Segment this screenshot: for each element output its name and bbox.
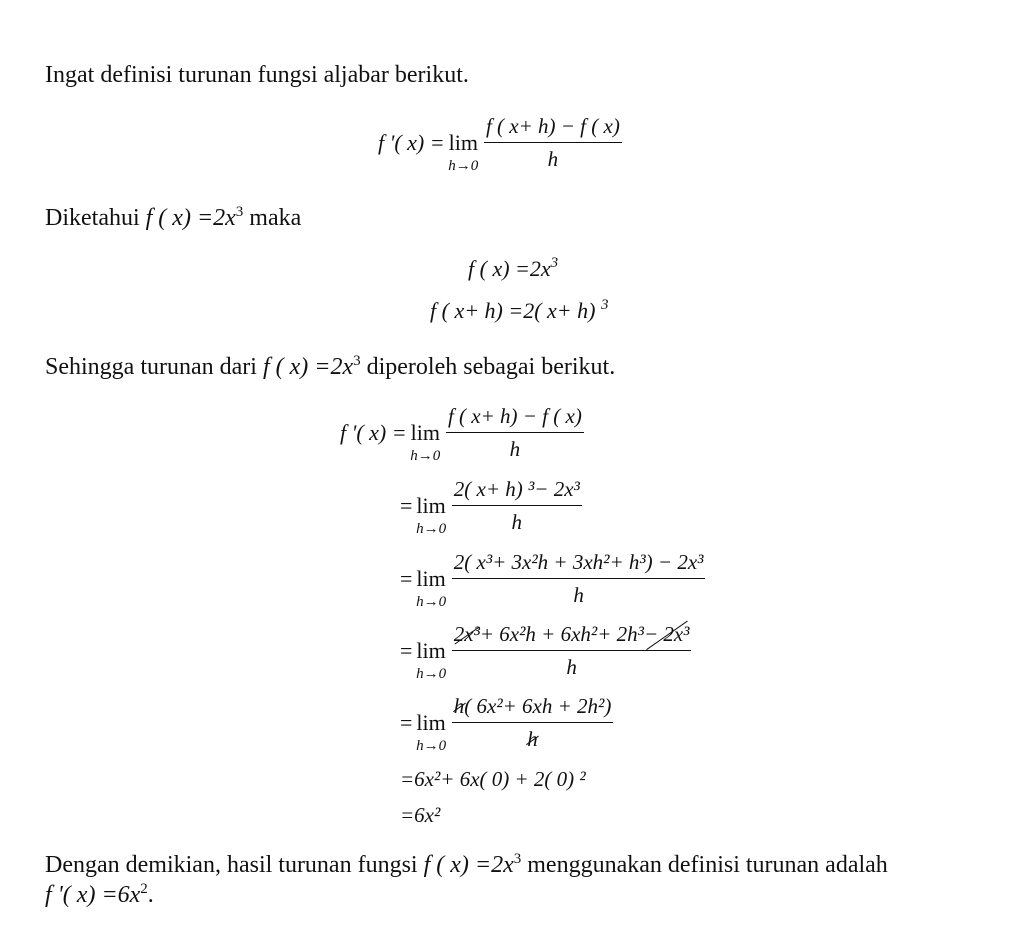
- conclusion-result: f '( x) =6x: [45, 882, 141, 908]
- step-5-fraction: [452, 694, 614, 752]
- known-function: f ( x) =2x: [145, 205, 236, 231]
- step-2-equals: =: [400, 493, 413, 518]
- limit-word: lim: [448, 130, 478, 155]
- hence-suffix: diperoleh sebagai berikut.: [366, 354, 616, 380]
- limit-operator: [410, 420, 441, 464]
- step-1-fraction: [446, 404, 584, 462]
- definition-lhs: f '( x) =: [378, 130, 445, 155]
- limit-operator: [416, 638, 447, 682]
- fx-line-2-text: f ( x+ h) =2( x+ h): [430, 298, 596, 323]
- conclusion-exponent: 3: [513, 851, 522, 867]
- step-3-denominator: h: [573, 583, 584, 607]
- hence-text: [45, 352, 615, 382]
- step-3: [400, 550, 705, 608]
- limit-operator: [416, 493, 447, 537]
- step-5: [400, 694, 613, 752]
- limit-word: lim: [410, 420, 440, 445]
- limit-word: lim: [416, 710, 446, 735]
- intro-text: Ingat definisi turunan fungsi aljabar berikut.: [45, 62, 469, 88]
- limit-operator: [416, 710, 447, 754]
- step-2-fraction: [452, 477, 582, 535]
- step-3-equals: =: [400, 566, 413, 591]
- step-5-numerator: [452, 694, 614, 723]
- limit-subscript: h→0: [416, 738, 447, 754]
- definition-denominator: h: [547, 147, 559, 171]
- limit-subscript: h→0: [416, 521, 447, 537]
- limit-operator: [448, 130, 479, 174]
- conclusion-suffix: menggunakan definisi turunan adalah: [527, 852, 888, 878]
- limit-subscript: h→0: [448, 158, 479, 174]
- step-6: =6x²+ 6x( 0) + 2( 0) ²: [400, 767, 586, 791]
- hence-exponent: 3: [353, 353, 361, 369]
- step-4-denominator: h: [566, 655, 577, 679]
- step-5-bracket: ( 6x²+ 6xh + 2h²): [464, 694, 612, 718]
- conclusion-function: f ( x) =2x: [423, 852, 514, 878]
- definition-numerator: f ( x+ h) − f ( x): [484, 114, 622, 143]
- step-4: [400, 622, 691, 680]
- step-1-numerator: f ( x+ h) − f ( x): [446, 404, 584, 433]
- step-4-middle-terms: + 6x²h + 6xh²+ 2h³: [479, 622, 644, 646]
- definition-formula: [378, 114, 622, 172]
- step-2-numerator: 2( x+ h) ³− 2x³: [452, 477, 582, 506]
- fx-line-2: [430, 298, 608, 324]
- known-prefix: Diketahui: [45, 205, 140, 231]
- conclusion-line-2: [45, 880, 154, 910]
- known-exponent: 3: [235, 204, 244, 220]
- step-5-equals: =: [400, 710, 413, 735]
- conclusion-prefix: Dengan demikian, hasil turunan fungsi: [45, 852, 418, 878]
- cancelled-term: 2x³: [453, 622, 480, 646]
- conclusion-period: .: [147, 882, 154, 908]
- known-suffix: maka: [249, 205, 302, 231]
- limit-word: lim: [416, 638, 446, 663]
- step-4-numerator: [452, 622, 692, 651]
- limit-word: lim: [416, 566, 446, 591]
- hence-prefix: Sehingga turunan dari: [45, 354, 257, 380]
- step-1-denominator: h: [509, 437, 521, 461]
- fx-line-1-text: f ( x) =2x: [468, 256, 551, 281]
- fx-line-1-exponent: 3: [550, 255, 559, 271]
- fx-line-1: [468, 256, 558, 282]
- step-1: [340, 404, 584, 462]
- hence-function: f ( x) =2x: [262, 354, 354, 380]
- step-4-fraction: [452, 622, 692, 680]
- cancelled-h: h: [527, 727, 538, 751]
- cancelled-h: h: [453, 694, 465, 718]
- limit-subscript: h→0: [416, 666, 447, 682]
- conclusion-result-exponent: 2: [140, 881, 148, 897]
- cancelled-term: − 2x³: [643, 622, 690, 646]
- limit-subscript: h→0: [410, 448, 441, 464]
- step-3-numerator: 2( x³+ 3x²h + 3xh²+ h³) − 2x³: [452, 550, 706, 579]
- known-text: [45, 203, 301, 233]
- step-3-fraction: [452, 550, 706, 608]
- conclusion-line-1: [45, 850, 888, 880]
- step-1-lhs: f '( x) =: [340, 420, 407, 445]
- definition-fraction: [484, 114, 622, 172]
- step-5-denominator: [527, 723, 538, 752]
- limit-word: lim: [416, 493, 446, 518]
- step-2-denominator: h: [511, 510, 523, 534]
- step-7: =6x²: [400, 803, 441, 827]
- step-2: [400, 477, 582, 535]
- limit-subscript: h→0: [416, 594, 447, 610]
- limit-operator: [416, 566, 447, 610]
- fx-line-2-exponent: 3: [600, 297, 609, 313]
- step-4-equals: =: [400, 638, 413, 663]
